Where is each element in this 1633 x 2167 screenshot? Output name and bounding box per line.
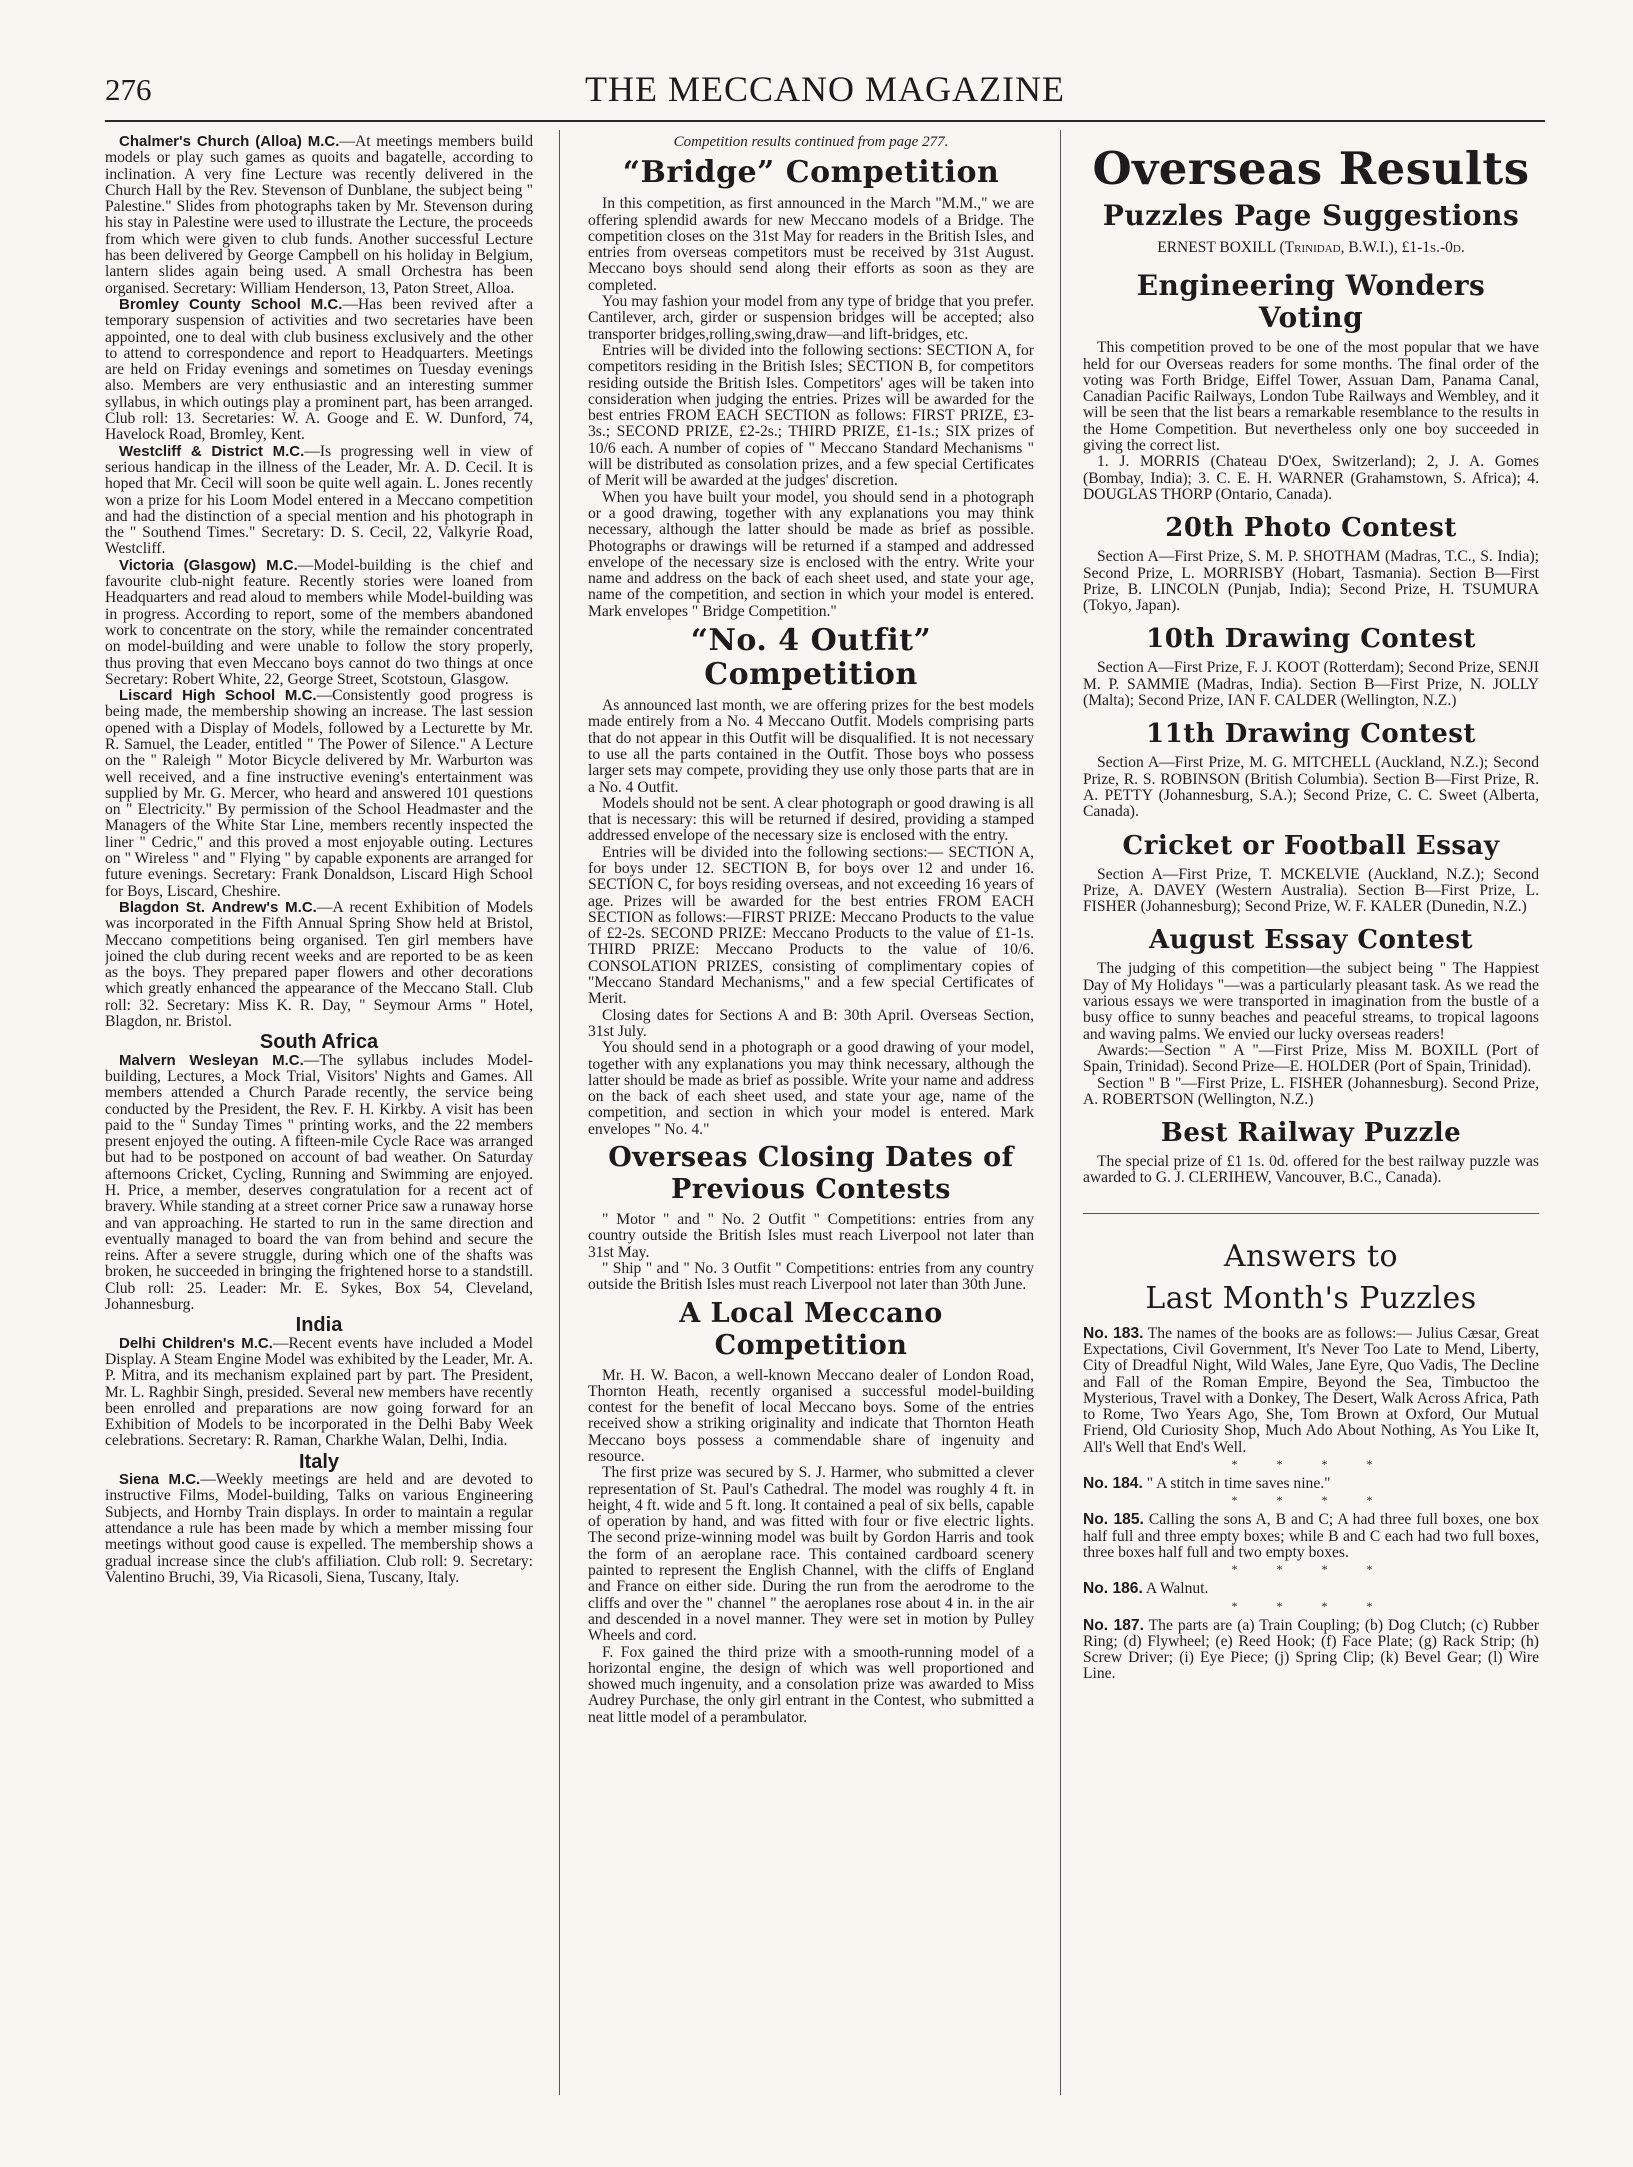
- puzzle-answer: [1083, 1476, 1539, 1492]
- answers-list: [1083, 1326, 1539, 1683]
- railway-puzzle-result: The special prize of £1 1s. 0d. offered for the best railway puzzle was awarded to G. J. CLERIHEW, Vancouver, B.C., Canada).: [1083, 1153, 1539, 1187]
- club-report-text: —A recent Exhibition of Models was incorporated in the Fifth Annual Spring Show held at Bristol, Meccano competitions being organised. Ten girl members have joined the club during recent weeks and are reported to be as keen as the boys. They prepared paper flowers and other decorations which greatly enhanced the appearance of the Meccano Stall. Club roll: 32. Secretary: Miss K. R. Day, " Seymour Arms " Hotel, Blagdon, nr. Bristol.: [105, 898, 533, 1031]
- club-report-text: —Has been revived after a temporary suspension of activities and two secretaries have been appointed, one to deal with club business exclusively and the other to attend to correspondence and report to Headquarters. Meetings are held on Friday evenings and sometimes on Tuesday evenings also. Members are very enthusiastic and an interesting summer syllabus, in which outings play a prominent part, has been arranged. Club roll: 13. Secretaries: W. A. Googe and E. W. Dunford, 74, Havelock Road, Bromley, Kent.: [105, 295, 533, 444]
- paragraph: Mr. H. W. Bacon, a well-known Meccano dealer of London Road, Thornton Heath, recently organised a successful model-building contest for the benefit of local Meccano boys. Some of the entries received show a striking originality and indicate that Thornton Heath Meccano boys possess a commendable share of ingenuity and resource.: [588, 1366, 1034, 1465]
- magazine-title: THE MECCANO MAGAZINE: [585, 69, 1065, 109]
- club-entries-south-africa: [105, 1053, 533, 1314]
- club-report: [105, 558, 533, 688]
- local-competition-body: [588, 1368, 1034, 1727]
- puzzle-answer: [1083, 1326, 1539, 1456]
- club-report: [105, 688, 533, 900]
- paragraph: Awards:—Section " A "—First Prize, Miss M. BOXILL (Port of Spain, Trinidad). Second Prize—E. HOLDER (Port of Spain, Trinidad).: [1083, 1041, 1539, 1076]
- club-news-column: [105, 134, 533, 2104]
- outfit-competition-body: [588, 698, 1034, 1138]
- continued-note: Competition results continued from page 277.: [673, 134, 949, 150]
- answers-title-line-2: Last Month's Puzzles: [1145, 1280, 1477, 1316]
- voting-title: Engineering Wonders Voting: [1136, 269, 1486, 335]
- paragraph: Section " B "—First Prize, L. FISHER (Johannesburg). Second Prize, A. ROBERTSON (Wellington, N.Z.): [1083, 1074, 1539, 1108]
- club-entries-italy: [105, 1472, 533, 1586]
- voting-body: [1083, 340, 1539, 503]
- club-report: [105, 900, 533, 1030]
- results-column: [1083, 134, 1539, 2104]
- paragraph: The judging of this competition—the subject being " The Happiest Day of My Holidays "—was a particularly pleasant task. As we read the various essays we were transported in imagination from the bustle of a busy office to sunny beaches and peaceful streams, to tropical lagoons and waving palms. We envied our lucky overseas readers!: [1083, 960, 1539, 1043]
- paragraph: You should send in a photograph or a good drawing of your model, together with any explanations you may think necessary, although the latter should be made as brief as possible. Write your name and address on the back of each sheet used, and state your age, name of the competition, and section in which your model is entered. Mark envelopes " No. 4.": [588, 1039, 1034, 1138]
- separator-stars: * * * *: [1231, 1457, 1391, 1472]
- cricket-essay-results: Section A—First Prize, T. MCKELVIE (Auckland, N.Z.); Second Prize, A. DAVEY (Western Australia). Section B—First Prize, L. FISHER (Johannesburg); Second Prize, W. F. KALER (Dunedin, N.Z.): [1083, 865, 1539, 916]
- overseas-results-title: Overseas Results: [1092, 142, 1530, 195]
- puzzles-suggestions-title: Puzzles Page Suggestions: [1102, 199, 1520, 232]
- paragraph: As announced last month, we are offering prizes for the best models made entirely from a No. 4 Meccano Outfit. Models comprising parts that do not appear in this Outfit will be disqualified. It is not necessary to use all the parts contained in the Outfit. Those boys who possess larger sets may compete, providing they use only those parts that are in a No. 4 Outfit.: [588, 697, 1034, 796]
- club-name: Chalmer's Church (Alloa) M.C.: [119, 134, 340, 150]
- puzzle-number: No. 184.: [1083, 1475, 1143, 1493]
- club-report: [105, 1472, 533, 1586]
- bridge-competition-body: [588, 196, 1034, 620]
- paragraph: Entries will be divided into the following sections: SECTION A, for competitors residing in the British Isles; SECTION B, for competitors residing outside the British Isles. Competitors' ages will be taken into consideration when judging the entries. Prizes will be awarded for the best entries FROM EACH SECTION as follows: FIRST PRIZE, £3-3s.; SECOND PRIZE, £2-2s.; THIRD PRIZE, £1-1s.; SIX prizes of 10/6 each. A number of copies of " Meccano Standard Mechanisms " will be distributed as consolation prizes, and a few special Certificates of Merit will be awarded at the judges' discretion.: [588, 341, 1034, 490]
- club-name: Delhi Children's M.C.: [119, 1334, 273, 1352]
- separator-stars: * * * *: [1231, 1493, 1391, 1508]
- puzzle-answer: [1083, 1512, 1539, 1561]
- club-name: Bromley County School M.C.: [119, 295, 343, 313]
- section-divider: [1083, 1213, 1539, 1214]
- club-report-text: —Model-building is the chief and favourite club-night feature. Recently stories were loaned from Headquarters and read aloud to members while Model-building was in progress. According to report, some of the members abandoned work to concentrate on the story, while the remainder concentrated on model-building and were unable to follow the story properly, thus proving that even Meccano boys cannot do two things at once Secretary: Robert White, 22, George Street, Scotstoun, Glasgow.: [105, 556, 533, 688]
- separator-stars: * * * *: [1231, 1562, 1391, 1577]
- closing-dates-title: Overseas Closing Dates of Previous Contests: [608, 1142, 1014, 1206]
- drawing-10-title: 10th Drawing Contest: [1146, 624, 1476, 655]
- cricket-essay-title: Cricket or Football Essay: [1122, 830, 1500, 861]
- paragraph: The first prize was secured by S. J. Harmer, who submitted a clever representation of St. Paul's Cathedral. The model was roughly 4 ft. in height, 4 ft. wide and 5 ft. long. It contained a peal of six bells, capable of operation by hand, and was fitted with four or five electric lights. The second prize-winning model was built by Gordon Harris and took the form of an aeroplane race. This contained cardboard scenery painted to represent the English Channel, with the cliffs of England and France on either side. During the run from the aerodrome to the cliffs and over the " channel " the aeroplanes rose about 4 in. in the air and descended in a novel manner. They were set in motion by Pulley Wheels and cord.: [588, 1464, 1034, 1645]
- answers-section: [1083, 1236, 1539, 1683]
- paragraph: In this competition, as first announced in the March "M.M.," we are offering splendid awards for new Meccano models of a Bridge. The competition closes on the 31st May for readers in the British Isles, and entries from overseas competitors must be received by 31st August. Meccano boys should send along their efforts as soon as they are completed.: [588, 195, 1034, 294]
- paragraph: Models should not be sent. A clear photograph or good drawing is all that is necessary: this will be returned if desired, providing a stamped addressed envelope of the necessary size is enclosed with the entry.: [588, 794, 1034, 845]
- local-competition-title: A Local Meccano Competition: [679, 1297, 943, 1361]
- club-name: Liscard High School M.C.: [119, 687, 317, 705]
- puzzle-answer-text: A Walnut.: [1142, 1580, 1209, 1598]
- puzzle-answer-text: Calling the sons A, B and C; A had three full boxes, one box half full and three empty boxes; while B and C each had two full boxes, three boxes half full and two empty boxes.: [1083, 1511, 1539, 1561]
- puzzle-answer: [1083, 1581, 1539, 1597]
- paragraph: " Motor " and " No. 2 Outfit " Competitions: entries from any country outside the British Isles must reach Liverpool not later than 31st May.: [588, 1211, 1034, 1261]
- puzzle-number: No. 187.: [1083, 1616, 1144, 1634]
- club-report-text: —Consistently good progress is being made, the membership showing an increase. The last session opened with a Display of Models, followed by a Lecturette by Mr. R. Samuel, the Leader, entitled " The Power of Silence." A Lecture on the " Raleigh " Motor Bicycle delivered by Mr. Warburton was well received, and a fine instructive evening's entertainment was supplied by Mr. G. Mercer, who heard and answered 101 questions on " Electricity." By permission of the School Headmaster and the Managers of the White Star Line, members recently inspected the liner " Cedric," and this proved a most enjoyable outing. Lectures on " Wireless " and " Flying " by capable exponents are arranged for future evenings. Secretary: Frank Donaldson, Liscard High School for Boys, Liscard, Cheshire.: [105, 687, 533, 900]
- paragraph: " Ship " and " No. 3 Outfit " Competitions: entries from any country outside the British Isles must reach Liverpool not later than 30th June.: [588, 1259, 1034, 1294]
- puzzle-answer-text: The names of the books are as follows:— Julius Cæsar, Great Expectations, Civil Government, It's Never Too Late to Mend, Liberty, City of Dreadful Night, Wild Wales, Jane Eyre, Quo Vadis, The Decline and Fall of the Roman Empire, Beyond the Sea, Timbuctoo the Mysterious, Travel with a Donkey, The Desert, Walk Across Africa, Path to Rome, Two Years Ago, She, Tom Brown at Oxford, Our Mutual Friend, Old Curiosity Shop, Much Ado About Nothing, As You Like It, All's Well that End's Well.: [1083, 1324, 1539, 1456]
- club-entries-india: [105, 1336, 533, 1450]
- club-report-text: —Is progressing well in view of serious handicap in the illness of the Leader, Mr. A. D. Cecil. It is hoped that Mr. Cecil will soon be quite well again. L. Jones recently won a prize for his Loom Model entered in a Meccano competition and had the distinction of a special mention and his photograph in the " Southend Times." Secretary: D. S. Cecil, 22, Valkyrie Road, Westcliff.: [105, 442, 533, 558]
- bridge-competition-title: “Bridge” Competition: [622, 155, 1000, 191]
- photo-contest-results: Section A—First Prize, S. M. P. SHOTHAM (Madras, T.C., S. India); Second Prize, L. MORRISBY (Hobart, Tasmania). Section B—First Prize, B. LINCOLN (Punjab, India); Second Prize, H. TSUMURA (Tokyo, Japan).: [1083, 548, 1539, 615]
- club-report-text: —At meetings members build models or play such games as quoits and bagatelle, according to inclination. A very fine Lecture was recently delivered in the Church Hall by the Rev. Stevenson of Dunblane, the subject being " Palestine." Slides from photographs taken by Mr. Stevenson during his stay in Palestine were used to illustrate the Lecture, the proceeds from which were given to club funds. Another successful Lecture has been delivered by George Campbell on his holiday in Belgium, lantern slides again being used. A small Orchestra has been organised. Secretary: William Henderson, 13, Paton Street, Alloa.: [105, 134, 533, 297]
- club-report: [105, 1336, 533, 1450]
- club-report-text: —The syllabus includes Model-building, Lectures, a Mock Trial, Visitors' Nights and Games. All members attended a Church Parade recently, the service being conducted by the President, the Rev. F. H. Kirkby. A visit has been paid to the " Sunday Times " printing works, and the 22 members present enjoyed the outing. A fifteen-mile Cycle Race was arranged but had to be postponed on account of bad weather. On Saturday afternoons Cricket, Cycling, Running and Swimming are enjoyed. H. Price, a member, deserves congratulation for a recent act of bravery. While standing at a street corner Price saw a runaway horse and van approaching. He started to run in the same direction and eventually managed to board the van from behind and secure the reins. After a severe struggle, during which one of the shafts was broken, he succeeded in bringing the frightened horse to a standstill. Club roll: 25. Leader: Mr. E. Sykes, Box 54, Cleveland, Johannesburg.: [105, 1051, 533, 1314]
- paragraph: F. Fox gained the third prize with a smooth-running model of a horizontal engine, the design of which was well proportioned and showed much ingenuity, and a consolation prize was awarded to Miss Audrey Purchase, the only girl entrant in the Contest, who submitted a neat little model of a perambulator.: [588, 1643, 1034, 1726]
- region-heading-south-africa: South Africa: [259, 1031, 379, 1054]
- puzzle-number: No. 183.: [1083, 1324, 1144, 1342]
- puzzle-answer-text: The parts are (a) Train Coupling; (b) Dog Clutch; (c) Rubber Ring; (d) Flywheel; (e) Reed Hook; (f) Face Plate; (g) Rack Strip; (h) Screw Driver; (i) Eye Piece; (j) Spring Clip; (k) Bevel Gear; (l) Wire Line.: [1083, 1616, 1539, 1683]
- answers-title-line-1: Answers to: [1223, 1238, 1399, 1274]
- club-report: [105, 297, 533, 444]
- paragraph: Closing dates for Sections A and B: 30th April. Overseas Section, 31st July.: [588, 1006, 1034, 1040]
- puzzle-number: No. 185.: [1083, 1511, 1144, 1529]
- separator-stars: * * * *: [1231, 1598, 1391, 1613]
- region-heading-italy: Italy: [298, 1450, 340, 1473]
- club-name: Victoria (Glasgow) M.C.: [119, 556, 298, 574]
- railway-puzzle-title: Best Railway Puzzle: [1160, 1118, 1462, 1149]
- paragraph: Entries will be divided into the following sections:— SECTION A, for boys under 12. SECTION B, for boys over 12 and under 16. SECTION C, for boys residing overseas, and not exceeding 16 years of age. Prizes will be awarded for the best entries FROM EACH SECTION as follows:—FIRST PRIZE: Meccano Products to the value of £2-2s. SECOND PRIZE: Meccano Products to the value of £1-1s. THIRD PRIZE: Meccano Products to the value of 10/6. CONSOLATION PRIZES, consisting of complimentary copies of "Meccano Standard Mechanisms," and a few special Certificates of Merit.: [588, 843, 1034, 1008]
- club-report-text: —Recent events have included a Model Display. A Steam Engine Model was exhibited by the Leader, Mr. A. P. Mitra, and its mechanism explained part by part. The President, Mr. L. Raghbir Singh, presided. Several new members have recently been enrolled and preparations are now going forward for an Exhibition of Models to be incorporated in the Delhi Baby Week celebrations. Secretary: R. Raman, Charkhe Walan, Delhi, India.: [105, 1334, 533, 1450]
- competitions-column: [588, 134, 1034, 2104]
- drawing-11-results: Section A—First Prize, M. G. MITCHELL (Auckland, N.Z.); Second Prize, R. S. ROBINSON (British Columbia). Section B—First Prize, R. A. PETTY (Johannesburg, S.A.); Second Prize, C. C. Sweet (Alberta, Canada).: [1083, 754, 1539, 821]
- club-report-text: —Weekly meetings are held and are devoted to instructive Films, Model-building, Talks on various Engineering Subjects, and Hornby Train displays. In order to maintain a regular attendance a rule has been made by which a member missing four meetings without good cause is expelled. The membership shows a gradual increase since the club's affiliation. Club roll: 9. Secretary: Valentino Bruchi, 39, Via Ricasoli, Siena, Tuscany, Italy.: [105, 1471, 533, 1586]
- puzzles-suggestions-winner: ERNEST BOXILL (Trinidad, B.W.I.), £1-1s.-0d.: [1157, 239, 1465, 256]
- closing-dates-body: [588, 1212, 1034, 1293]
- club-entries-uk: [105, 134, 533, 1030]
- club-report: [105, 134, 533, 297]
- region-heading-india: India: [295, 1314, 343, 1337]
- club-report: [105, 1053, 533, 1314]
- photo-contest-title: 20th Photo Contest: [1165, 513, 1457, 544]
- paragraph: You may fashion your model from any type of bridge that you prefer. Cantilever, arch, girder or suspension bridges will be accepted; also transporter bridges,rolling,swing,draw—and lift-bridges, etc.: [588, 293, 1034, 343]
- page-number: 276: [105, 72, 152, 107]
- puzzle-answer: [1083, 1618, 1539, 1683]
- drawing-11-title: 11th Drawing Contest: [1146, 719, 1476, 750]
- paragraph: When you have built your model, you should send in a photograph or a good drawing, together with any explanations you may think necessary, although the latter should be made as brief as possible. Photographs or drawings will be returned if a stamped and addressed envelope of the necessary size is enclosed with the entry. Write your name and address on the back of each sheet used, and state your age, name of the competition, and section in which your model is entered. Mark envelopes " Bridge Competition.": [588, 488, 1034, 620]
- august-essay-body: [1083, 961, 1539, 1108]
- paragraph: This competition proved to be one of the most popular that we have held for our Overseas readers for some months. The final order of the voting was Forth Bridge, Eiffel Tower, Assuan Dam, Panama Canal, Canadian Pacific Railways, London Tube Railways and Wembley, and it will be seen that the list bears a remarkable resemblance to the results in the Home Competition. But nevertheless only one boy succeeded in giving the correct list.: [1083, 339, 1539, 455]
- club-name: Westcliff & District M.C.: [119, 442, 305, 460]
- drawing-10-results: Section A—First Prize, F. J. KOOT (Rotterdam); Second Prize, SENJI M. P. SAMMIE (Madras, India). Section B—First Prize, N. JOLLY (Malta); Second Prize, IAN F. CALDER (Wellington, N.Z.): [1083, 659, 1539, 710]
- club-report: [105, 444, 533, 558]
- outfit-competition-title: “No. 4 Outfit” Competition: [690, 623, 932, 693]
- august-essay-title: August Essay Contest: [1148, 925, 1474, 956]
- paragraph: 1. J. MORRIS (Chateau D'Oex, Switzerland); 2, J. A. Gomes (Bombay, India); 3. C. E. H. WARNER (Grahamstown, S. Africa); 4. DOUGLAS THORP (Ontario, Canada).: [1083, 453, 1539, 503]
- club-name: Malvern Wesleyan M.C.: [119, 1051, 304, 1069]
- answers-title: [1083, 1236, 1539, 1320]
- column-divider: [559, 130, 560, 2095]
- club-name: Siena M.C.: [119, 1471, 201, 1489]
- club-name: Blagdon St. Andrew's M.C.: [119, 898, 317, 916]
- page-header: [105, 68, 1545, 122]
- puzzle-number: No. 186.: [1083, 1580, 1143, 1598]
- column-divider: [1060, 130, 1061, 2095]
- puzzle-answer-text: " A stitch in time saves nine.": [1142, 1475, 1331, 1493]
